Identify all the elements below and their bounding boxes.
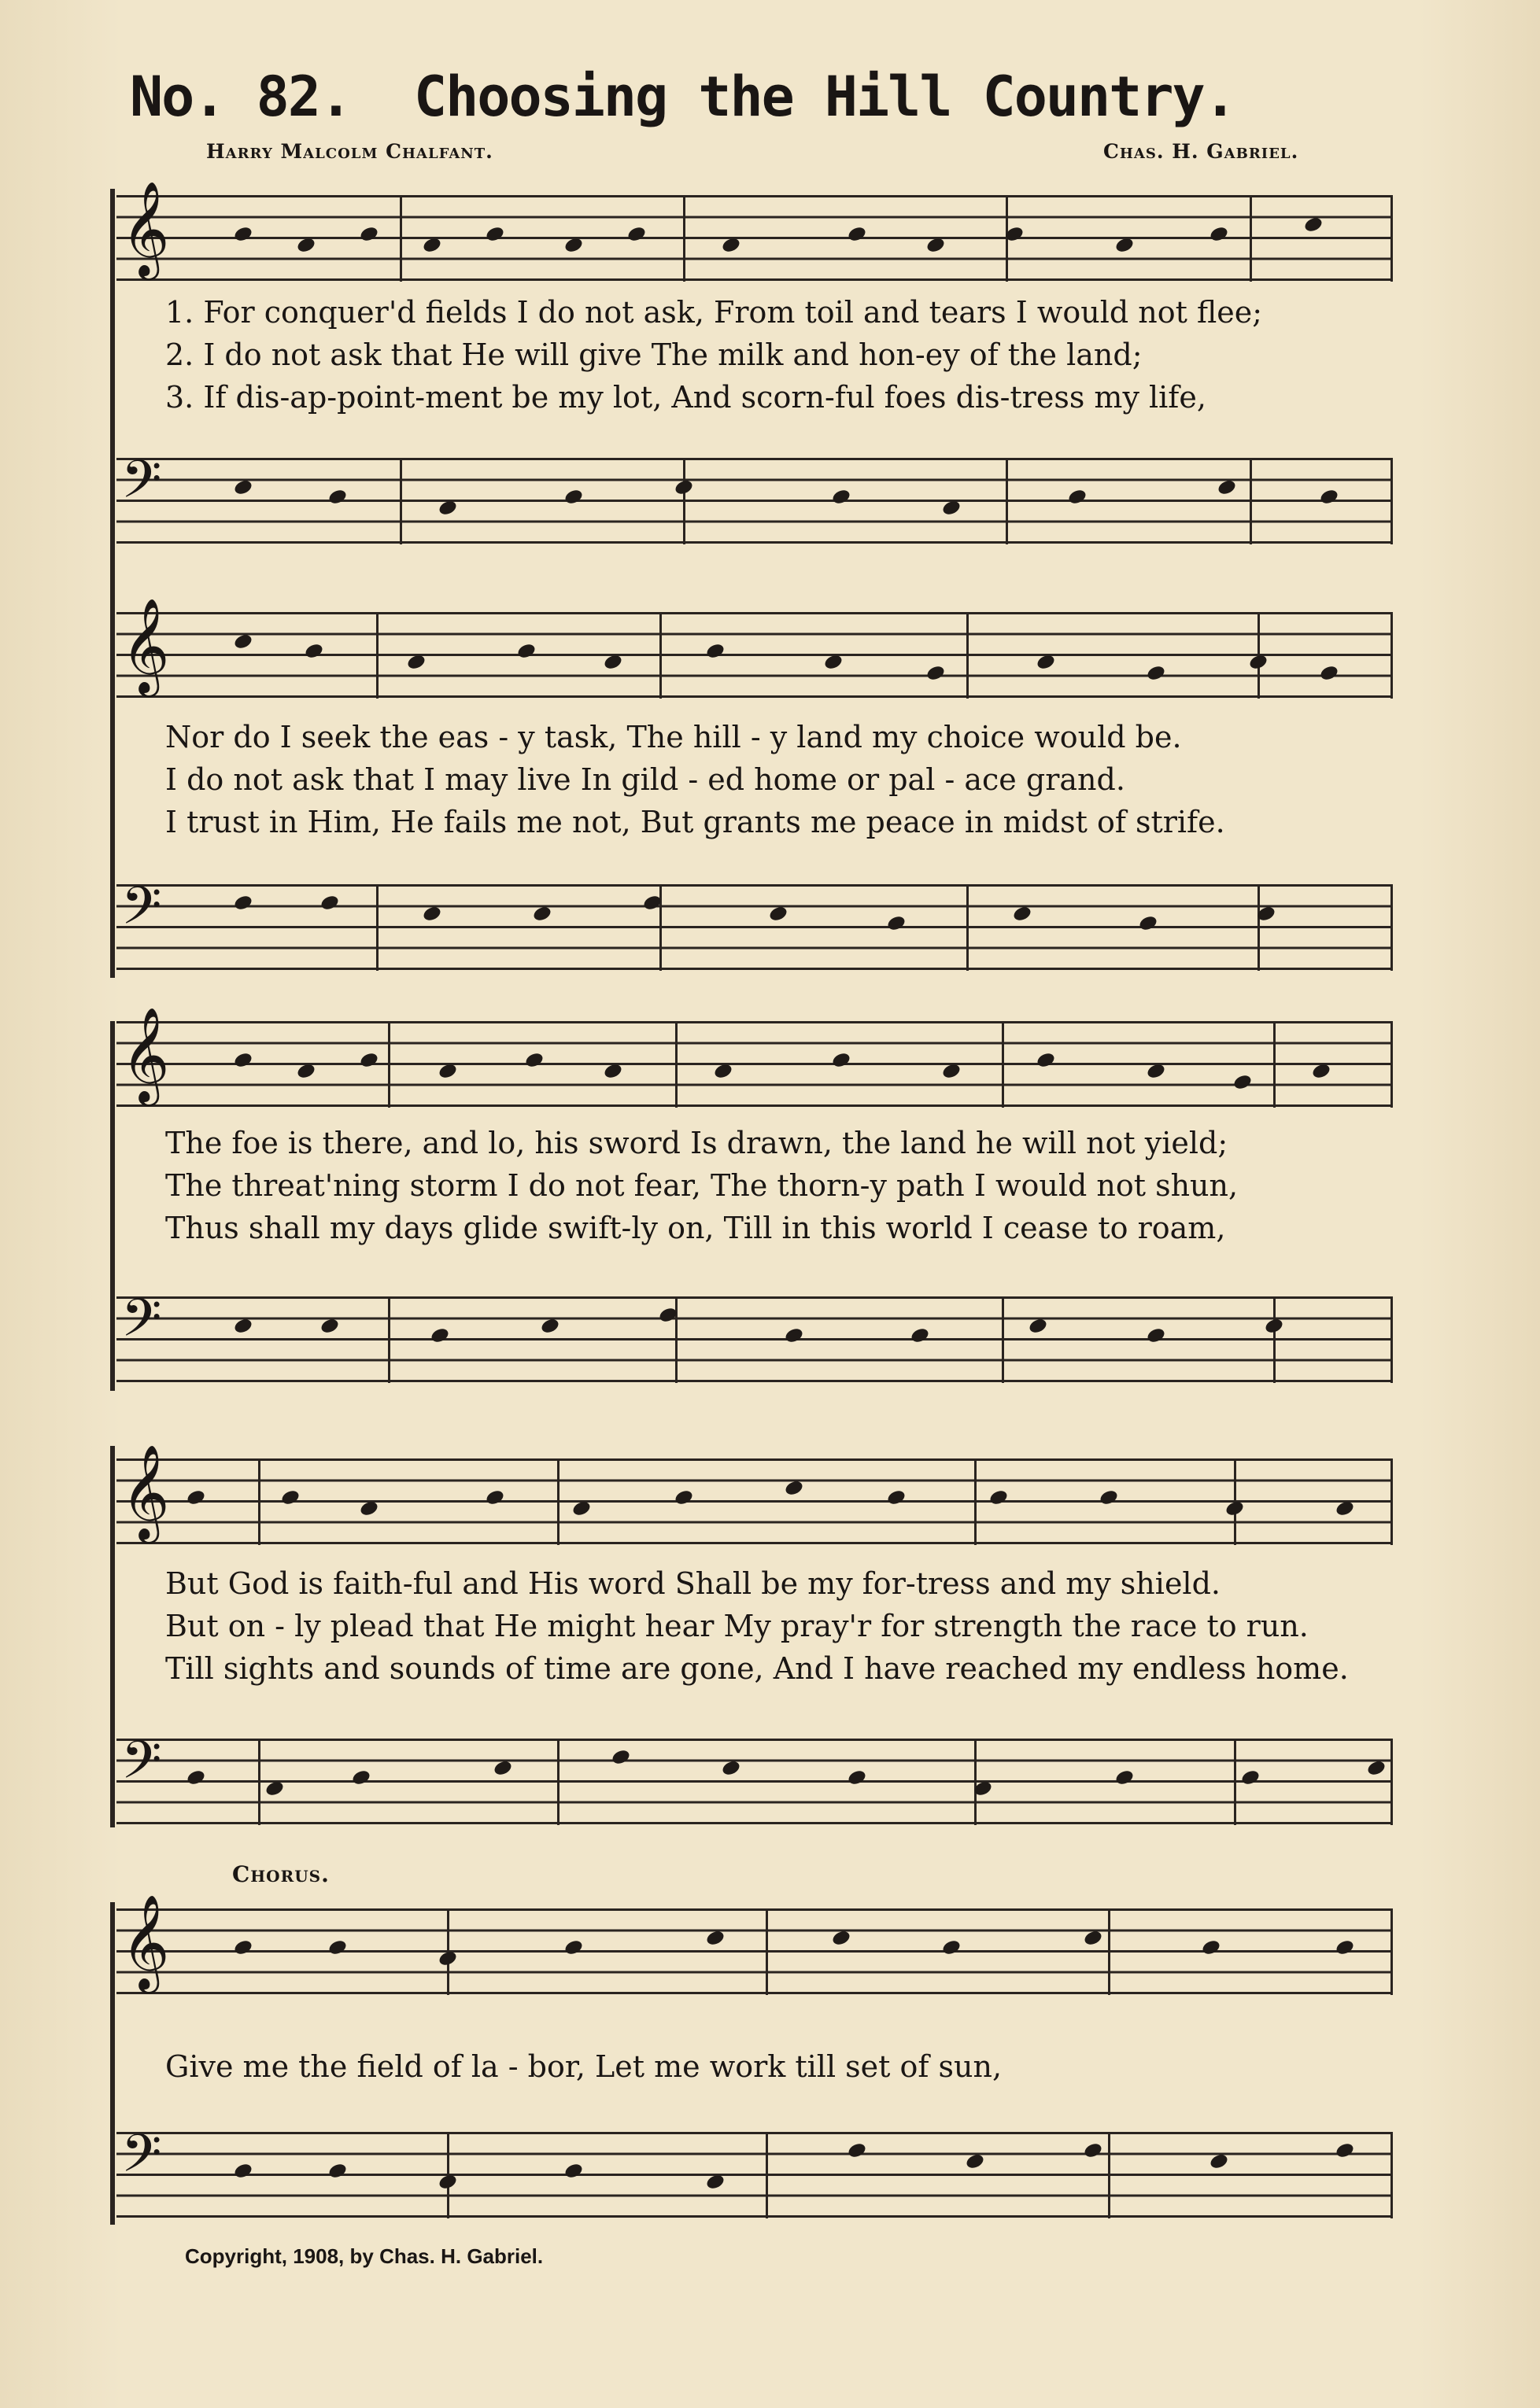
note-head bbox=[430, 1326, 450, 1344]
note-head bbox=[233, 894, 253, 912]
note-head bbox=[438, 1062, 458, 1080]
note-head bbox=[485, 225, 505, 243]
note-cluster bbox=[235, 612, 1377, 699]
lyric-line: Thus shall my days glide swift-ly on, Till in this world I cease to roam, bbox=[165, 1211, 1226, 1245]
note-head bbox=[1138, 914, 1158, 932]
treble-clef-icon: 𝄞 bbox=[121, 1444, 170, 1540]
note-cluster bbox=[235, 2132, 1377, 2218]
note-head bbox=[1114, 236, 1135, 254]
treble-clef-icon: 𝄞 bbox=[121, 180, 170, 276]
lyric-line: 1. For conquer'd fields I do not ask, From toil and tears I would not flee; bbox=[165, 295, 1263, 330]
lyric-line: The threat'ning storm I do not fear, The thorn-y path I would not shun, bbox=[165, 1168, 1239, 1203]
note-head bbox=[563, 236, 584, 254]
note-head bbox=[910, 1326, 930, 1344]
note-head bbox=[1232, 1073, 1253, 1091]
bass-staff bbox=[116, 2123, 1393, 2218]
note-cluster bbox=[235, 884, 1377, 971]
treble-staff bbox=[116, 1894, 1393, 1995]
note-head bbox=[705, 2173, 726, 2191]
note-head bbox=[1224, 1499, 1245, 1517]
note-head bbox=[603, 653, 623, 671]
note-head bbox=[304, 642, 324, 660]
composer-credit: Chas. H. Gabriel. bbox=[1103, 140, 1299, 163]
note-head bbox=[1209, 2152, 1229, 2170]
note-head bbox=[516, 642, 537, 660]
chorus-label: Chorus. bbox=[232, 1861, 330, 1887]
note-head bbox=[1028, 1317, 1048, 1335]
note-head bbox=[233, 1938, 253, 1956]
note-head bbox=[705, 1929, 726, 1947]
note-head bbox=[705, 642, 726, 660]
note-head bbox=[1311, 1062, 1331, 1080]
note-head bbox=[1146, 1062, 1166, 1080]
note-head bbox=[1036, 653, 1056, 671]
note-head bbox=[941, 499, 962, 517]
note-head bbox=[674, 478, 694, 496]
barline bbox=[1390, 2132, 1393, 2218]
note-head bbox=[571, 1499, 592, 1517]
barline bbox=[1390, 612, 1393, 699]
note-head bbox=[540, 1317, 560, 1335]
note-head bbox=[485, 1488, 505, 1506]
note-head bbox=[233, 1051, 253, 1069]
note-head bbox=[524, 1051, 545, 1069]
lyric-line: Till sights and sounds of time are gone, And I have reached my endless home. bbox=[165, 1651, 1349, 1686]
system-brace bbox=[110, 1446, 115, 1827]
note-head bbox=[1036, 1051, 1056, 1069]
note-head bbox=[721, 236, 741, 254]
note-head bbox=[438, 499, 458, 517]
note-head bbox=[784, 1326, 804, 1344]
system-brace bbox=[110, 189, 115, 637]
lyric-line: Give me the field of la - bor, Let me work till set of sun, bbox=[165, 2049, 1003, 2084]
note-head bbox=[1146, 664, 1166, 682]
lyric-line: I trust in Him, He fails me not, But grants me peace in midst of strife. bbox=[165, 805, 1225, 839]
hymn-title: Choosing the Hill Country. bbox=[414, 65, 1235, 129]
note-head bbox=[1083, 1929, 1103, 1947]
note-head bbox=[186, 1488, 206, 1506]
note-head bbox=[886, 1488, 907, 1506]
note-head bbox=[532, 905, 552, 923]
system-brace bbox=[110, 1021, 115, 1391]
note-head bbox=[626, 225, 647, 243]
note-head bbox=[941, 1062, 962, 1080]
note-head bbox=[280, 1488, 301, 1506]
lyric-line: Nor do I seek the eas - y task, The hill - y land my choice would be. bbox=[165, 720, 1182, 754]
note-cluster bbox=[235, 1458, 1377, 1545]
barline bbox=[1390, 1458, 1393, 1545]
note-head bbox=[1083, 2141, 1103, 2159]
note-head bbox=[233, 2162, 253, 2180]
note-head bbox=[422, 905, 442, 923]
note-head bbox=[359, 225, 379, 243]
bass-staff bbox=[116, 1730, 1393, 1825]
treble-staff bbox=[116, 597, 1393, 699]
note-head bbox=[1335, 1938, 1355, 1956]
note-head bbox=[674, 1488, 694, 1506]
note-cluster bbox=[235, 1296, 1377, 1383]
hymn-number: No. 82. bbox=[130, 65, 352, 129]
note-head bbox=[1114, 1768, 1135, 1787]
lyric-line: 2. I do not ask that He will give The milk and hon-ey of the land; bbox=[165, 337, 1143, 372]
note-head bbox=[847, 1768, 867, 1787]
barline bbox=[1390, 1296, 1393, 1383]
note-head bbox=[1240, 1768, 1261, 1787]
lyric-line: I do not ask that I may live In gild - ed home or pal - ace grand. bbox=[165, 762, 1125, 797]
note-head bbox=[319, 1317, 340, 1335]
note-head bbox=[823, 653, 844, 671]
barline bbox=[1390, 195, 1393, 282]
note-head bbox=[1012, 905, 1032, 923]
note-cluster bbox=[235, 1908, 1377, 1995]
note-head bbox=[233, 632, 253, 651]
note-head bbox=[965, 2152, 985, 2170]
note-head bbox=[438, 2173, 458, 2191]
note-head bbox=[973, 1779, 993, 1798]
note-head bbox=[1335, 2141, 1355, 2159]
lyric-line: The foe is there, and lo, his sword Is drawn, the land he will not yield; bbox=[165, 1126, 1228, 1160]
bass-clef-icon: 𝄢 bbox=[121, 2123, 162, 2196]
note-head bbox=[359, 1499, 379, 1517]
barline bbox=[1390, 1021, 1393, 1108]
bass-clef-icon: 𝄢 bbox=[121, 449, 162, 522]
note-head bbox=[1201, 1938, 1221, 1956]
note-head bbox=[296, 1062, 316, 1080]
system-brace bbox=[110, 612, 115, 978]
note-head bbox=[831, 1929, 851, 1947]
note-head bbox=[186, 1768, 206, 1787]
note-head bbox=[438, 1949, 458, 1967]
note-head bbox=[359, 1051, 379, 1069]
barline bbox=[1390, 884, 1393, 971]
note-head bbox=[886, 914, 907, 932]
note-head bbox=[406, 653, 427, 671]
note-head bbox=[351, 1768, 371, 1787]
note-cluster bbox=[235, 1021, 1377, 1108]
note-head bbox=[1264, 1317, 1284, 1335]
note-head bbox=[422, 236, 442, 254]
note-head bbox=[327, 1938, 348, 1956]
note-head bbox=[1209, 225, 1229, 243]
note-cluster bbox=[235, 195, 1377, 282]
lyric-line: 3. If dis-ap-point-ment be my lot, And scorn-ful foes dis-tress my life, bbox=[165, 380, 1206, 415]
note-head bbox=[941, 1938, 962, 1956]
note-head bbox=[988, 1488, 1009, 1506]
note-head bbox=[1335, 1499, 1355, 1517]
treble-clef-icon: 𝄞 bbox=[121, 1894, 170, 1989]
treble-staff bbox=[116, 1006, 1393, 1108]
note-head bbox=[493, 1759, 513, 1777]
note-head bbox=[642, 894, 663, 912]
note-head bbox=[784, 1479, 804, 1497]
bass-clef-icon: 𝄢 bbox=[121, 1288, 162, 1361]
bass-staff bbox=[116, 449, 1393, 544]
note-cluster bbox=[235, 1739, 1377, 1825]
note-head bbox=[563, 1938, 584, 1956]
bass-staff bbox=[116, 1288, 1393, 1383]
treble-staff bbox=[116, 1444, 1393, 1545]
bass-staff bbox=[116, 876, 1393, 971]
note-head bbox=[563, 488, 584, 506]
barline bbox=[1390, 458, 1393, 544]
note-head bbox=[1067, 488, 1088, 506]
barline bbox=[1390, 1739, 1393, 1825]
note-head bbox=[563, 2162, 584, 2180]
note-head bbox=[1256, 905, 1276, 923]
treble-clef-icon: 𝄞 bbox=[121, 1006, 170, 1102]
note-head bbox=[721, 1759, 741, 1777]
note-head bbox=[319, 894, 340, 912]
note-head bbox=[327, 488, 348, 506]
note-head bbox=[925, 664, 946, 682]
note-cluster bbox=[235, 458, 1377, 544]
note-head bbox=[1319, 488, 1339, 506]
note-head bbox=[327, 2162, 348, 2180]
note-head bbox=[1319, 664, 1339, 682]
note-head bbox=[1248, 653, 1269, 671]
note-head bbox=[233, 478, 253, 496]
note-head bbox=[847, 2141, 867, 2159]
note-head bbox=[1217, 478, 1237, 496]
note-head bbox=[768, 905, 788, 923]
note-head bbox=[1303, 216, 1324, 234]
treble-clef-icon: 𝄞 bbox=[121, 597, 170, 693]
note-head bbox=[658, 1306, 678, 1324]
note-head bbox=[233, 1317, 253, 1335]
note-head bbox=[713, 1062, 733, 1080]
note-head bbox=[925, 236, 946, 254]
bass-clef-icon: 𝄢 bbox=[121, 876, 162, 949]
note-head bbox=[1099, 1488, 1119, 1506]
note-head bbox=[847, 225, 867, 243]
note-head bbox=[831, 1051, 851, 1069]
note-head bbox=[1004, 225, 1025, 243]
note-head bbox=[603, 1062, 623, 1080]
copyright-notice: Copyright, 1908, by Chas. H. Gabriel. bbox=[185, 2244, 544, 2268]
treble-staff bbox=[116, 180, 1393, 282]
lyric-line: But God is faith-ful and His word Shall be my for-tress and my shield. bbox=[165, 1566, 1221, 1601]
system-brace bbox=[110, 1902, 115, 2225]
lyric-line: But on - ly plead that He might hear My pray'r for strength the race to run. bbox=[165, 1609, 1309, 1643]
note-head bbox=[233, 225, 253, 243]
note-head bbox=[264, 1779, 285, 1798]
note-head bbox=[831, 488, 851, 506]
note-head bbox=[1146, 1326, 1166, 1344]
author-credit: Harry Malcolm Chalfant. bbox=[206, 140, 493, 163]
note-head bbox=[611, 1748, 631, 1766]
barline bbox=[1390, 1908, 1393, 1995]
note-head bbox=[1366, 1759, 1387, 1777]
bass-clef-icon: 𝄢 bbox=[121, 1730, 162, 1803]
hymn-title-line bbox=[130, 65, 1235, 129]
note-head bbox=[296, 236, 316, 254]
